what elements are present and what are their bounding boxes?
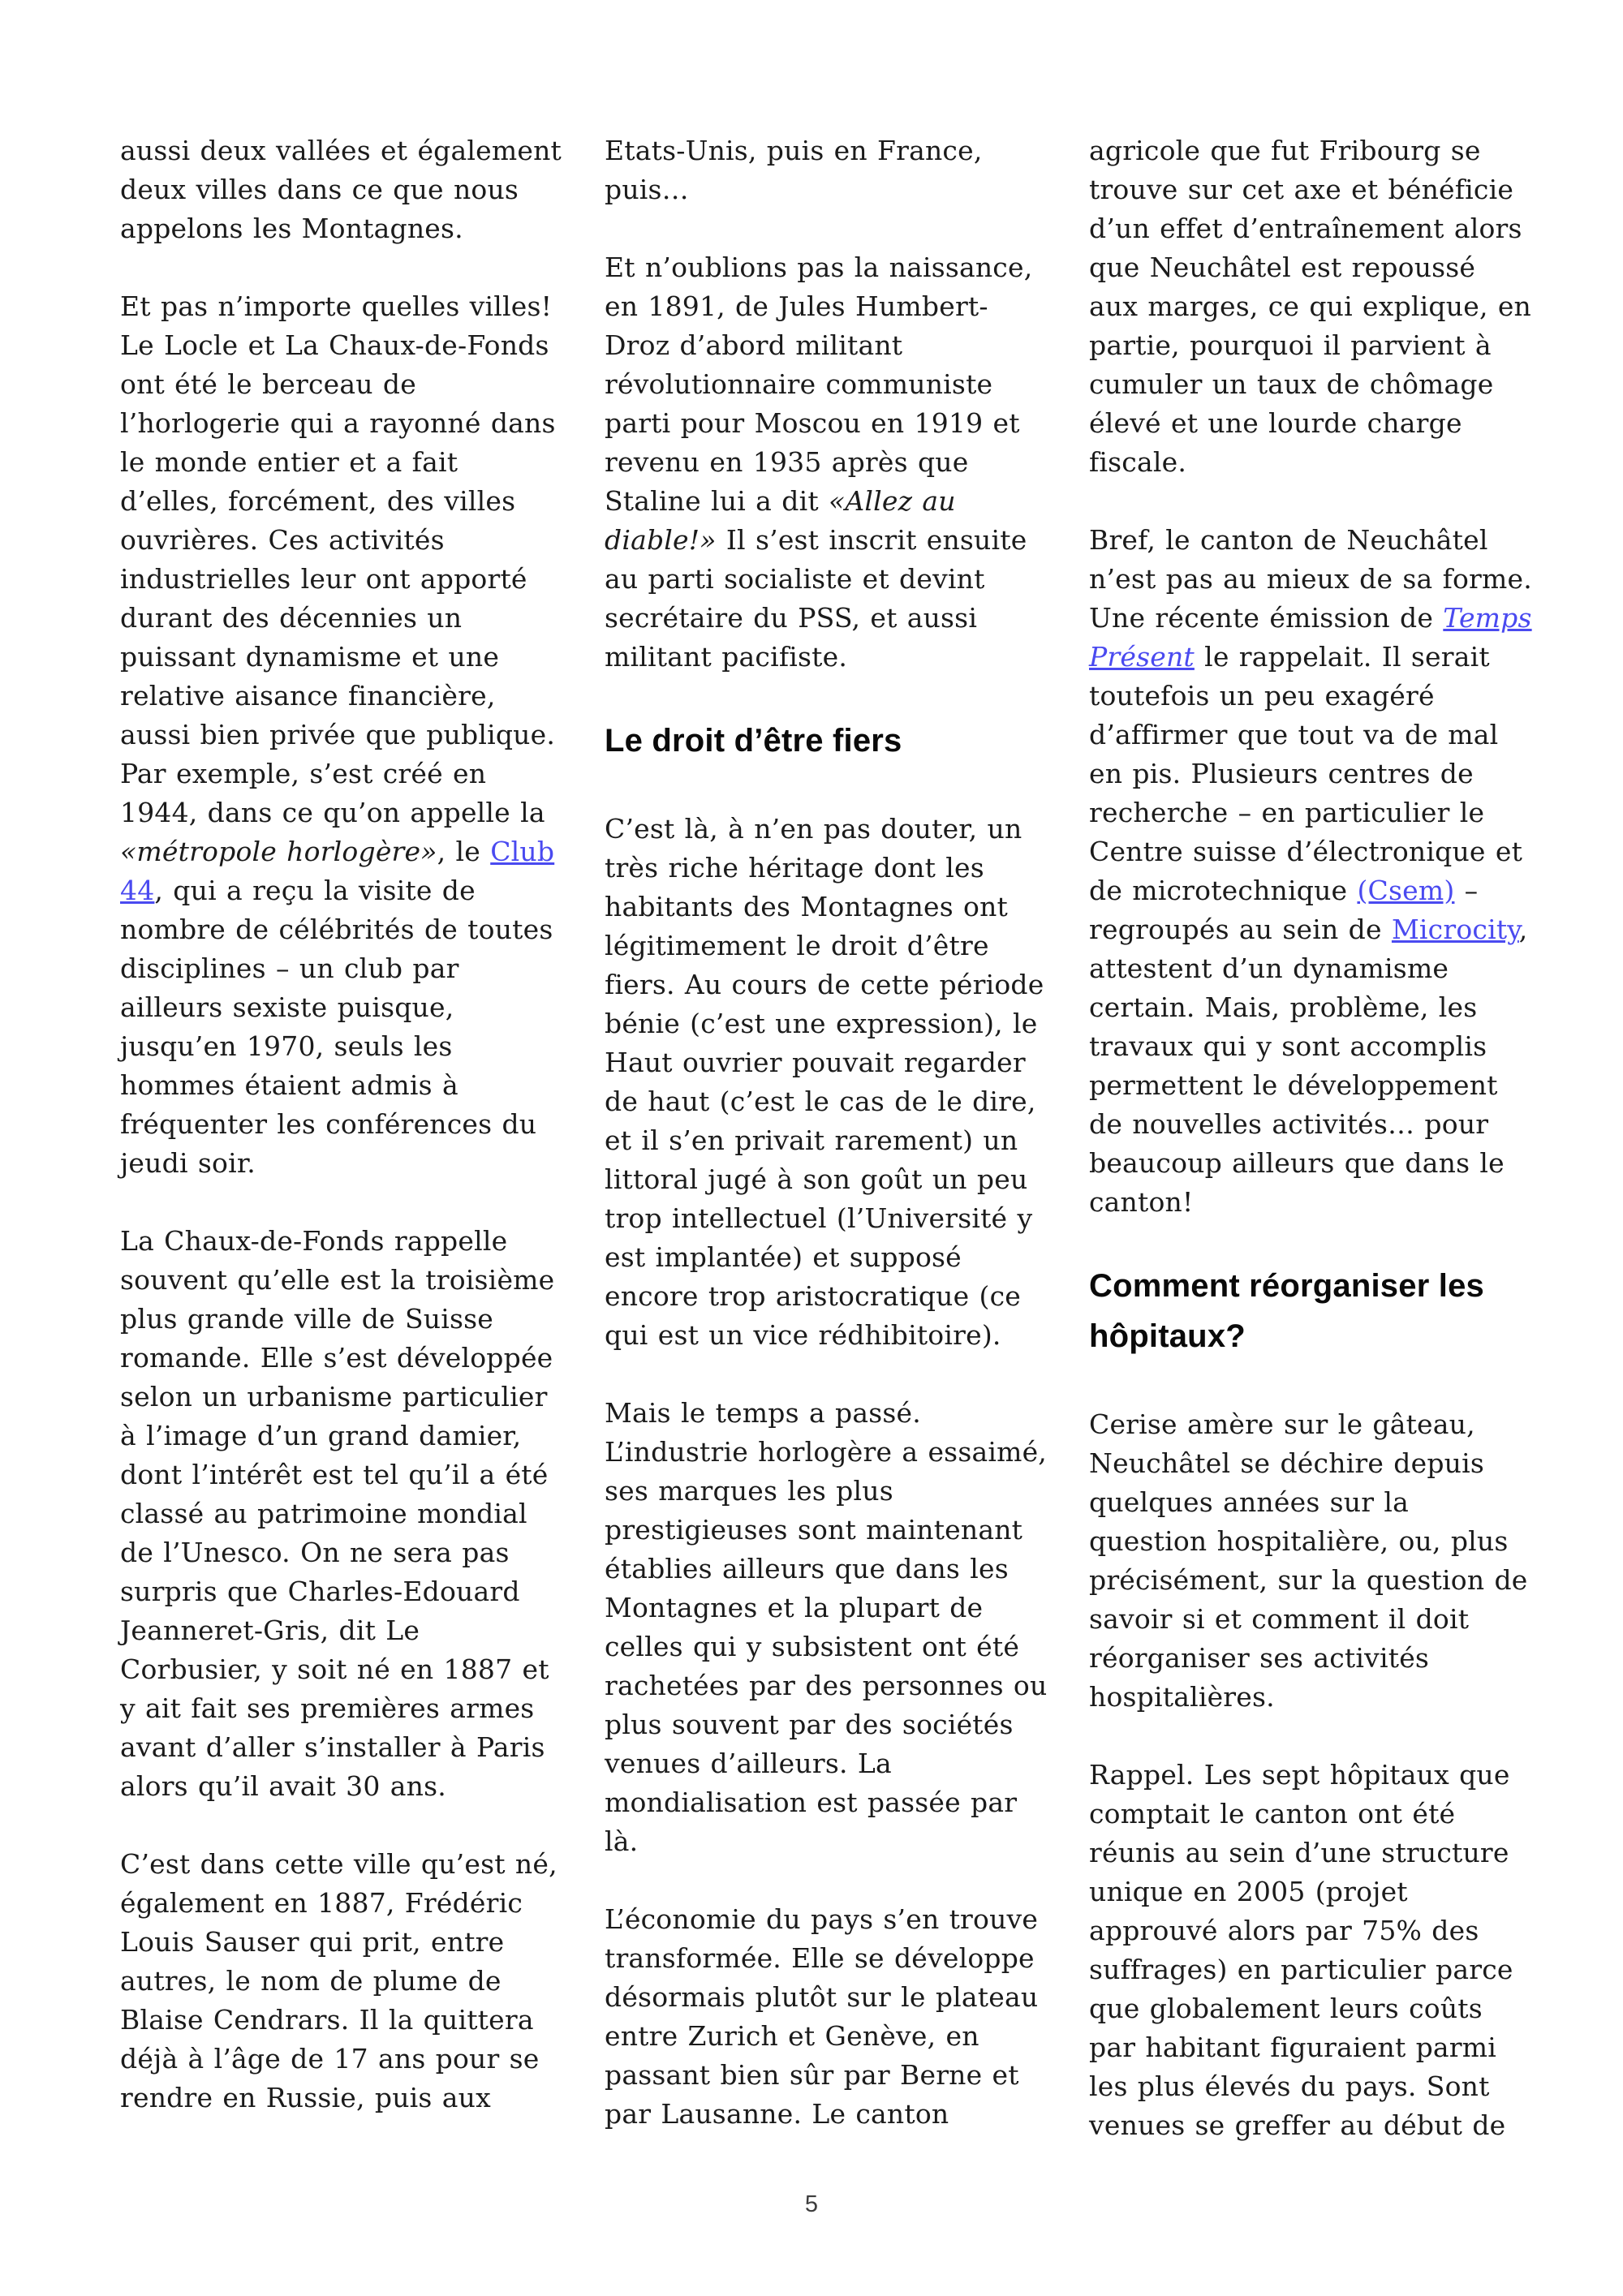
- italic-text: «métropole horlogère»: [120, 836, 437, 867]
- paragraph: C’est là, à n’en pas douter, un très riche héritage dont les habitants des Montagnes ont légitimement le droit d’être fiers. Au cours de cette période bénie (c’est une expression), le Haut ouvrier pouvait regarder de haut (c’est le cas de le dire, et il s’en privait rarement) un littoral jugé à son goût un peu trop intellectuel (l’Université y est implantée) et supposé encore trop aristocratique (ce qui est un vice rédhibitoire).: [605, 813, 1044, 1351]
- text-column-3: [1089, 131, 1534, 2184]
- paragraph: La Chaux-de-Fonds rappelle souvent qu’elle est la troisième plus grande ville de Suisse romande. Elle s’est développée selon un urbanisme particulier à l’image d’un grand damier, dont l’intérêt est tel qu’il a été classé au patrimoine mondial de l’Unesco. On ne sera pas surpris que Charles-Edouard Jeanneret-Gris, dit Le Corbusier, y soit né en 1887 et y ait fait ses premières armes avant d’aller s’installer à Paris alors qu’il avait 30 ans.: [120, 1225, 555, 1802]
- italic-text: «Allez au diable!»: [605, 485, 956, 556]
- paragraph: agricole que fut Fribourg se trouve sur cet axe et bénéficie d’un effet d’entraînement alors que Neuchâtel est repoussé aux marges, ce qui explique, en partie, pourquoi il parvient à cumuler un taux de chômage élevé et une lourde charge fiscale.: [1089, 135, 1532, 478]
- paragraph: C’est dans cette ville qu’est né, également en 1887, Frédéric Louis Sauser qui prit, entre autres, le nom de plume de Blaise Cendrars. Il la quittera déjà à l’âge de 17 ans pour se rendre en Russie, puis aux: [120, 1848, 558, 2113]
- paragraph: Mais le temps a passé. L’industrie horlogère a essaimé, ses marques les plus prestigieuses sont maintenant établies ailleurs que dans les Montagnes et la plupart de celles qui y subsistent ont été rachetées par des personnes ou plus souvent par des sociétés venues d’ailleurs. La mondialisation est passée par là.: [605, 1397, 1048, 1857]
- paragraph: Etats-Unis, puis en France, puis…: [605, 135, 983, 205]
- page-number: 5: [804, 2191, 819, 2217]
- paragraph: aussi deux vallées et également deux villes dans ce que nous appelons les Montagnes.: [120, 135, 562, 244]
- paragraph: Bref, le canton de Neuchâtel n’est pas au mieux de sa forme. Une récente émission de Temps Présent le rappelait. Il serait toutefois un peu exagéré d’affirmer que tout va de mal en pis. Plusieurs centres de recherche – en particulier le Centre suisse d’électronique et de microtechnique (Csem) – regroupés au sein de Microcity, attestent d’un dynamisme certain. Mais, problème, les travaux qui y sont accomplis permettent le développement de nouvelles activités… pour beaucoup ailleurs que dans le canton!: [1089, 524, 1532, 1218]
- paragraph: Rappel. Les sept hôpitaux que comptait le canton ont été réunis au sein d’une structure unique en 2005 (projet approuvé alors par 75% des suffrages) en particulier parce que globalement leurs coûts par habitant figuraient parmi les plus élevés du pays. Sont venues se greffer au début de: [1089, 1759, 1513, 2141]
- section-heading: Le droit d’être fiers: [605, 723, 902, 759]
- paragraph: Et n’oublions pas la naissance, en 1891, de Jules Humbert-Droz d’abord militant révolutionnaire communiste parti pour Moscou en 1919 et revenu en 1935 après que Staline lui a dit «Allez au diable!» Il s’est inscrit ensuite au parti socialiste et devint secrétaire du PSS, et aussi militant pacifiste.: [605, 252, 1033, 673]
- text-column-1: [120, 131, 565, 2156]
- section-heading: Comment réorganiser les hôpitaux?: [1089, 1268, 1484, 1354]
- paragraph: Cerise amère sur le gâteau, Neuchâtel se déchire depuis quelques années sur la question hospitalière, ou, plus précisément, sur la question de savoir si et comment il doit réorganiser ses activités hospitalières.: [1089, 1408, 1528, 1713]
- link-microcity[interactable]: Microcity: [1391, 914, 1519, 945]
- link-csem[interactable]: (Csem): [1357, 875, 1455, 906]
- text-column-2: [605, 131, 1049, 2173]
- link-club-44[interactable]: Club 44: [120, 836, 555, 906]
- paragraph: Et pas n’importe quelles villes! Le Locle et La Chaux-de-Fonds ont été le berceau de l’horlogerie qui a rayonné dans le monde entier et a fait d’elles, forcément, des villes ouvrières. Ces activités industrielles leur ont apporté durant des décennies un puissant dynamisme et une relative aisance financière, aussi bien privée que publique. Par exemple, s’est créé en 1944, dans ce qu’on appelle la «métropole horlogère», le Club 44, qui a reçu la visite de nombre de célébrités de toutes disciplines – un club par ailleurs sexiste puisque, jusqu’en 1970, seuls les hommes étaient admis à fréquenter les conférences du jeudi soir.: [120, 290, 556, 1179]
- paragraph: L’économie du pays s’en trouve transformée. Elle se développe désormais plutôt sur le plateau entre Zurich et Genève, en passant bien sûr par Berne et par Lausanne. Le canton: [605, 1903, 1039, 2130]
- link-temps-present[interactable]: Temps Présent: [1089, 602, 1532, 673]
